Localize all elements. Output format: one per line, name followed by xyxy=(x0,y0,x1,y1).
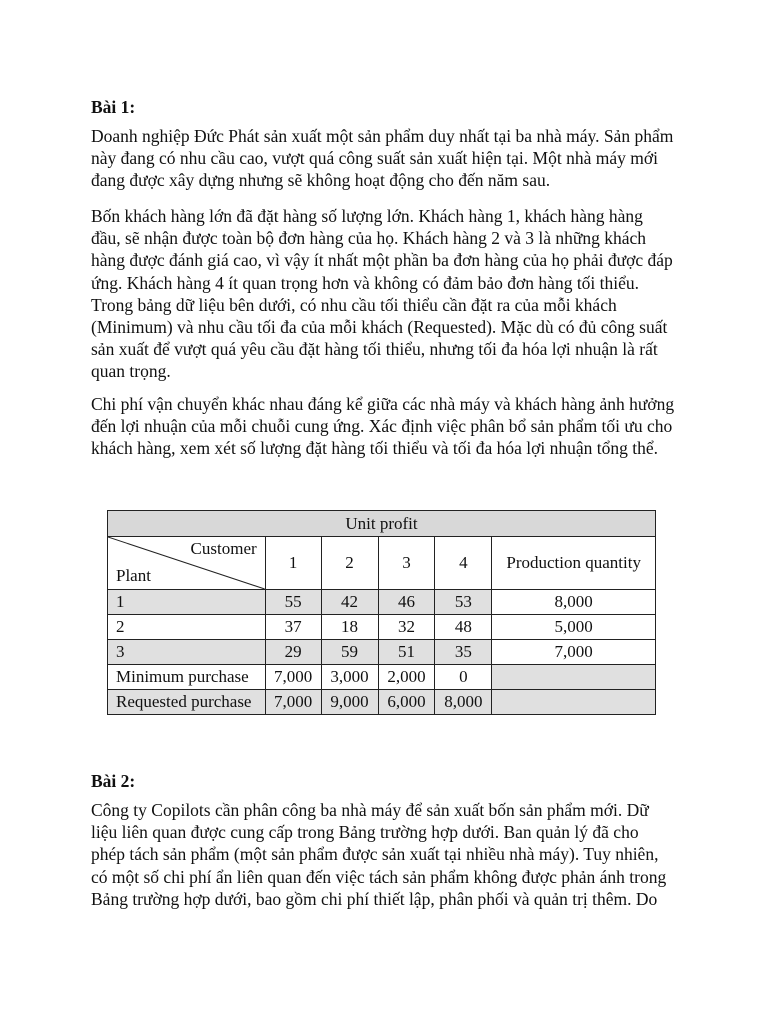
requested-purchase-label: Requested purchase xyxy=(108,690,266,715)
customer-label: Customer xyxy=(190,539,257,558)
plant-label: Plant xyxy=(116,566,151,585)
unit-profit-table xyxy=(107,510,656,715)
requested-cell: 9,000 xyxy=(321,690,378,715)
profit-cell: 32 xyxy=(378,615,435,640)
profit-cell: 35 xyxy=(435,640,492,665)
text-line: quan trọng. xyxy=(91,361,171,382)
plant-label-cell: 2 xyxy=(108,615,266,640)
text-line: đầu, sẽ nhận được toàn bộ đơn hàng của họ. Khách hàng 2 và 3 là những khách xyxy=(91,228,647,249)
customer-header: 1 xyxy=(265,537,321,590)
bai1-paragraph-1 xyxy=(91,125,691,192)
table-title-row xyxy=(108,511,656,537)
profit-cell: 46 xyxy=(378,590,435,615)
minimum-cell: 0 xyxy=(435,665,492,690)
bai1-paragraph-3 xyxy=(91,393,691,460)
text-line: Doanh nghiệp Đức Phát sản xuất một sản phẩm duy nhất tại ba nhà máy. Sản phẩm xyxy=(91,126,674,146)
bai2-paragraph-1 xyxy=(91,799,691,910)
requested-cell: 8,000 xyxy=(435,690,492,715)
table-row-requested xyxy=(108,690,656,715)
plant-label-cell: 1 xyxy=(108,590,266,615)
requested-cell: 6,000 xyxy=(378,690,435,715)
customer-header: 3 xyxy=(378,537,435,590)
profit-cell: 42 xyxy=(321,590,378,615)
minimum-cell: 7,000 xyxy=(265,665,321,690)
text-line: đến lợi nhuận của mỗi chuỗi cung ứng. Xác định việc phân bổ sản phẩm tối ưu cho xyxy=(91,416,673,437)
customer-header: 4 xyxy=(435,537,492,590)
profit-cell: 18 xyxy=(321,615,378,640)
heading-bai-1: Bài 1: xyxy=(91,97,136,117)
bai1-paragraph-2 xyxy=(91,205,691,383)
text-line: Bảng trường hợp dưới, bao gồm chi phí thiết lập, phân phối và quản trị thêm. Do xyxy=(91,888,658,909)
minimum-cell: 3,000 xyxy=(321,665,378,690)
text-line: Công ty Copilots cần phân công ba nhà máy để sản xuất bốn sản phẩm mới. Dữ xyxy=(91,800,649,820)
text-line: ứng. Khách hàng 4 ít quan trọng hơn và không có đảm bảo đơn hàng tối thiểu. xyxy=(91,272,640,293)
empty-cell xyxy=(492,690,656,715)
text-line: hàng được đánh giá cao, vì vậy ít nhất một phần ba đơn hàng của họ phải được đáp xyxy=(91,250,673,271)
profit-cell: 51 xyxy=(378,640,435,665)
text-line: liệu liên quan được cung cấp trong Bảng trường hợp dưới. Ban quản lý đã cho xyxy=(91,822,639,843)
corner-header-cell xyxy=(108,537,266,590)
profit-cell: 59 xyxy=(321,640,378,665)
text-line: Chi phí vận chuyển khác nhau đáng kể giữa các nhà máy và khách hàng ảnh hưởng xyxy=(91,394,675,414)
production-cell: 8,000 xyxy=(492,590,656,615)
profit-cell: 53 xyxy=(435,590,492,615)
production-quantity-header: Production quantity xyxy=(492,537,656,590)
requested-cell: 7,000 xyxy=(265,690,321,715)
text-line: sản xuất để vượt quá yêu cầu đặt hàng tối thiểu, nhưng tối đa hóa lợi nhuận là rất xyxy=(91,339,658,360)
text-line: khách hàng, xem xét số lượng đặt hàng tối thiểu và tối đa hóa lợi nhuận tổng thể. xyxy=(91,438,658,459)
customer-header: 2 xyxy=(321,537,378,590)
text-line: (Minimum) và nhu cầu tối đa của mỗi khách (Requested). Mặc dù có đủ công suất xyxy=(91,317,668,338)
text-line: Trong bảng dữ liệu bên dưới, có nhu cầu tối thiểu cần đặt ra của mỗi khách xyxy=(91,294,617,315)
table-title: Unit profit xyxy=(108,511,656,537)
profit-cell: 55 xyxy=(265,590,321,615)
heading-bai-2: Bài 2: xyxy=(91,771,136,791)
table-row-minimum xyxy=(108,665,656,690)
table-row xyxy=(108,615,656,640)
profit-cell: 29 xyxy=(265,640,321,665)
profit-cell: 37 xyxy=(265,615,321,640)
minimum-cell: 2,000 xyxy=(378,665,435,690)
text-line: Bốn khách hàng lớn đã đặt hàng số lượng lớn. Khách hàng 1, khách hàng hàng xyxy=(91,206,643,226)
text-line: đang được xây dựng nhưng sẽ không hoạt động cho đến năm sau. xyxy=(91,170,551,191)
table-header-row xyxy=(108,537,656,590)
text-line: có một số chi phí ẩn liên quan đến việc tách sản phẩm không được phản ánh trong xyxy=(91,866,667,887)
text-line: phép tách sản phẩm (một sản phẩm được sản xuất tại nhiều nhà máy). Tuy nhiên, xyxy=(91,844,659,865)
production-cell: 5,000 xyxy=(492,615,656,640)
plant-label-cell: 3 xyxy=(108,640,266,665)
table-row xyxy=(108,590,656,615)
minimum-purchase-label: Minimum purchase xyxy=(108,665,266,690)
text-line: này đang có nhu cầu cao, vượt quá công suất sản xuất hiện tại. Một nhà máy mới xyxy=(91,148,658,169)
profit-cell: 48 xyxy=(435,615,492,640)
production-cell: 7,000 xyxy=(492,640,656,665)
empty-cell xyxy=(492,665,656,690)
table-row xyxy=(108,640,656,665)
